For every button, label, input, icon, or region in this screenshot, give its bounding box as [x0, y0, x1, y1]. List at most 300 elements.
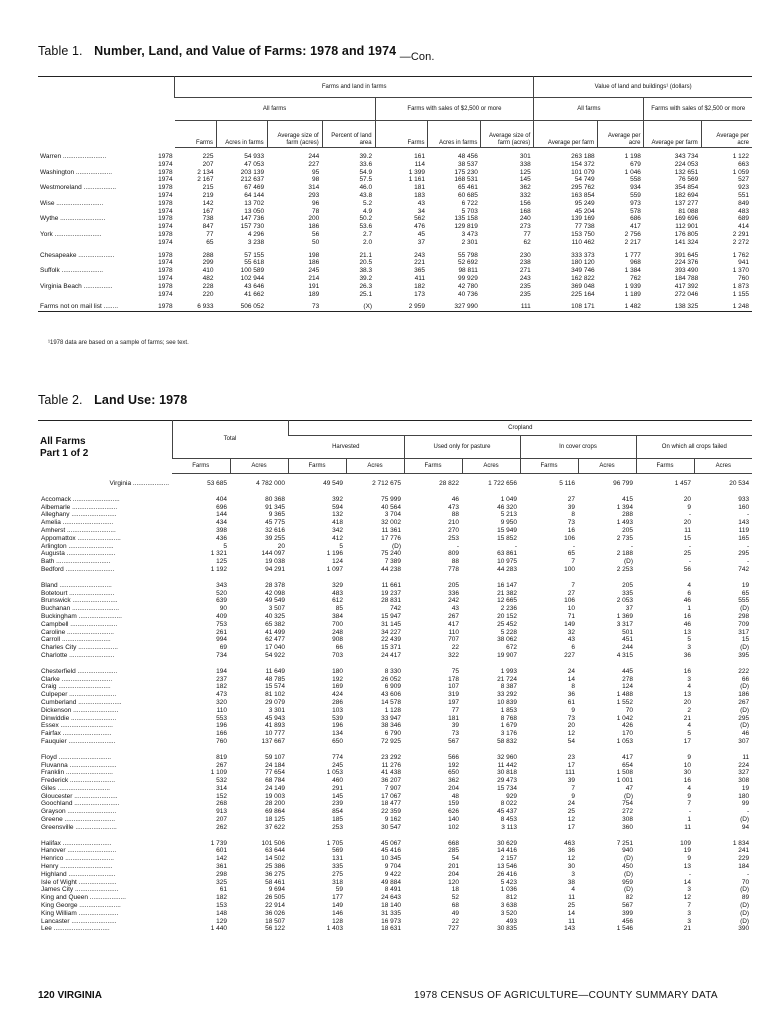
table2-cell: 65 382 [265, 620, 285, 628]
table2-cell: 343 [216, 581, 227, 589]
table2-cell: 239 [332, 800, 343, 808]
table2-row [38, 550, 752, 558]
table2-row-name: Fairfax ........................... [41, 730, 112, 738]
table1-group-land: Farms and land in farms [175, 77, 534, 98]
table2-cell: 612 [332, 597, 343, 605]
table1-cell: 98 [311, 176, 320, 184]
table1-cell: 3 473 [461, 230, 478, 238]
table2-cell: 152 [216, 792, 227, 800]
table1-row-year: 1974 [158, 191, 173, 199]
table2-cell: 445 [622, 667, 633, 675]
table2-row [38, 769, 752, 777]
table2-cell: 244 [622, 644, 633, 652]
table2-cell: 106 [564, 534, 575, 542]
table2-cell: 13 546 [497, 863, 517, 871]
table1-cell: 207 [202, 160, 214, 168]
table2-col-cover: In cover crops [520, 436, 636, 459]
table2-row-name: James City ........................ [41, 886, 119, 894]
table2-cell: 5 [687, 636, 691, 644]
table1-row [38, 223, 752, 231]
table2-row [38, 808, 752, 816]
table2-cell: 12 [567, 855, 575, 863]
table2-cell: 569 [332, 847, 343, 855]
table2-cell: 39 [567, 503, 575, 511]
table1-cell: 53.6 [359, 223, 373, 231]
table2-cell: 809 [448, 550, 459, 558]
table1-row-name [38, 208, 150, 216]
table2-cell: 107 [448, 683, 459, 691]
table2-cell: 1 [687, 605, 691, 613]
table2-row-name: Albemarle ......................... [41, 503, 118, 511]
table2-cell: 1 546 [616, 925, 633, 933]
table1-row-year: 1978 [158, 168, 173, 176]
table1-row-year: 1978 [158, 282, 173, 290]
table1-row [38, 252, 752, 260]
table2-cell: 2 236 [500, 605, 517, 613]
table2-cell: 553 [216, 714, 227, 722]
table2-cell: 4 [687, 784, 691, 792]
table2-cell: 30 [567, 863, 575, 871]
table2-cell: 2 [687, 706, 691, 714]
table1-cell: 299 [202, 259, 214, 267]
table2-row [38, 590, 752, 598]
table2-cell: 37 622 [265, 823, 285, 831]
table1-cell: 47 053 [244, 160, 265, 168]
table2-cell: 16 [683, 777, 691, 785]
table2-row [38, 566, 752, 574]
table2-cell: 812 [506, 894, 517, 902]
table2-cell: 182 [216, 683, 227, 691]
table2-cell: 532 [216, 777, 227, 785]
table2-cell: 760 [216, 737, 227, 745]
table2-cell: 25 [567, 902, 575, 910]
table1-cell: 393 490 [674, 267, 699, 275]
table1-cell: 1 059 [732, 168, 749, 176]
table2-cell: 601 [216, 847, 227, 855]
table2-row-name: Bath .............................. [41, 558, 111, 566]
table1-row-year: 1974 [158, 176, 173, 184]
table1-cell: 191 [308, 282, 320, 290]
table2-cell: 77 654 [265, 769, 285, 777]
table2-row-name: Halifax ........................... [41, 839, 112, 847]
table2-cell: 10 [683, 761, 691, 769]
table2-cell: 45 437 [497, 808, 517, 816]
table2-row [38, 777, 752, 785]
table2-cell: 41 893 [265, 722, 285, 730]
table2-cell: 205 [622, 581, 633, 589]
table2-cell: 45 943 [265, 714, 285, 722]
table1-cell: 99 929 [457, 274, 478, 282]
table2-row-name: Lee ............................... [41, 925, 110, 933]
table2-cell: 75 [451, 667, 459, 675]
table2-row-name: Accomack .......................... [41, 495, 120, 503]
table2-cell: 21 724 [497, 675, 517, 683]
table2-cell: 56 122 [265, 925, 285, 933]
table2-cell: (D) [740, 605, 750, 613]
table1-cell: (X) [363, 303, 373, 311]
table2-row [38, 840, 752, 848]
table2-cell: 450 [622, 863, 633, 871]
table2-cell: 253 [448, 534, 459, 542]
table2-cell: 12 [567, 730, 575, 738]
table2-cell: 11 [684, 823, 691, 831]
table2-sub-header: Farms [404, 459, 462, 474]
table2-cell: 3 704 [384, 511, 401, 519]
table2-col-harvested: Harvested [288, 436, 404, 459]
table2-sub-header: Farms [288, 459, 346, 474]
table2-sub-header: Acres [578, 459, 636, 474]
table1-sub-value-sales: Farms with sales of $2,500 or more [644, 98, 752, 121]
table2-cell: 96 799 [613, 480, 633, 487]
table1-cell: 1 482 [624, 303, 641, 311]
table1-cell: 4.9 [363, 207, 373, 215]
table2-cell: 27 [567, 589, 575, 597]
table2-row [38, 800, 752, 808]
table2-row [38, 676, 752, 684]
table1-cell: 5.2 [363, 199, 373, 207]
table2-cell: 1 488 [616, 691, 633, 699]
table1-cell: 175 230 [454, 168, 478, 176]
table2-cell: (D) [391, 542, 401, 550]
table2-cell: 88 [451, 558, 459, 566]
table2-cell: - [572, 542, 575, 550]
table2-cell: 9 [687, 753, 691, 761]
table2-cell: 493 [506, 917, 517, 925]
table2-cell: 11 649 [265, 667, 285, 675]
table2-cell: 483 [332, 589, 343, 597]
table2-cell: 754 [622, 800, 633, 808]
table2-cell: 7 [571, 581, 575, 589]
table2-cell: 20 [683, 698, 691, 706]
table2-cell: 384 [332, 612, 343, 620]
table1-cell: 578 [630, 207, 641, 215]
table2-cell: 32 [567, 628, 575, 636]
table2-cell: 18 507 [265, 917, 285, 925]
table2-cell: 5 [223, 542, 227, 550]
table1-title [38, 44, 435, 63]
table2-cell: 61 [567, 698, 575, 706]
table2-row-name: Bland ............................. [41, 581, 112, 589]
table2-cell: 125 [216, 558, 227, 566]
table2-cell: 111 [565, 769, 575, 777]
table1-cell: 168 [519, 207, 531, 215]
table2-cell: 180 [738, 792, 750, 800]
table1-footnote: ¹1978 data are based on a sample of farms; see text. [48, 340, 189, 346]
table2-cell: 4 [687, 722, 691, 730]
table2-cell: 15 949 [497, 526, 517, 534]
table2-cell: 3 638 [500, 902, 517, 910]
table2-cell: 456 [622, 917, 633, 925]
table2-row [38, 762, 752, 770]
table2-cell: 45 416 [381, 847, 401, 855]
table2-cell: 336 [448, 589, 459, 597]
table2-cell: (D) [740, 886, 750, 894]
table2-cell: 940 [622, 847, 633, 855]
table2-row-name: Greene ............................ [41, 816, 116, 824]
table2-cell: - [746, 542, 750, 550]
table2-row [38, 816, 752, 824]
table2-cell: 36 026 [265, 909, 285, 917]
table2-cell: 434 [216, 519, 227, 527]
table1-cell: 272 046 [674, 290, 699, 298]
table2-cell: 159 [448, 800, 459, 808]
table1-row [38, 291, 752, 299]
table2-cell: (D) [740, 816, 750, 824]
table2-cell: 1 552 [616, 698, 633, 706]
table2-row [38, 496, 752, 504]
table2-cell: 8 330 [384, 667, 401, 675]
table2-row [38, 527, 752, 535]
table2-cell: 929 [506, 792, 517, 800]
table1-row-year: 1974 [158, 274, 173, 282]
table2-cell: 3 113 [501, 823, 517, 831]
table2-cell: 335 [622, 589, 633, 597]
table2-cell: 668 [448, 839, 459, 847]
table2-cell: 1 993 [500, 667, 517, 675]
table2-cell: (D) [740, 917, 750, 925]
table1-cell: 2 959 [408, 303, 425, 311]
table1-cell: 13 702 [244, 199, 265, 207]
table1-group-value: Value of land and buildings¹ (dollars) [534, 77, 752, 98]
table1-row-year: 1978 [158, 251, 173, 259]
table2-cell: 908 [332, 636, 343, 644]
table2-cell: 1 109 [210, 769, 227, 777]
table2-cell: 261 [216, 628, 227, 636]
table2-row [38, 597, 752, 605]
table2-cell: 8 387 [500, 683, 517, 691]
table2-cell: 2 712 675 [372, 480, 401, 487]
table2-cell: 241 [738, 847, 750, 855]
table2-cell: 54 922 [265, 651, 285, 659]
table1-row [38, 169, 752, 177]
table2-row [38, 785, 752, 793]
table2-cell: 11 276 [381, 761, 401, 769]
table2-row-name: King and Queen .................... [41, 894, 126, 902]
table1-cell: 244 [308, 153, 320, 160]
table2-row [38, 707, 752, 715]
table2-cell: 62 477 [265, 636, 285, 644]
table2-cell: 237 [216, 675, 227, 683]
table2-cell: 727 [448, 925, 459, 933]
table2-cell: 742 [390, 605, 401, 613]
table2-cell: 3 [687, 886, 691, 894]
table2-cell: 6 790 [384, 730, 401, 738]
table1-cell: 48 456 [457, 153, 478, 160]
table2-cell: 186 [738, 691, 750, 699]
table1-cell: 62 [523, 238, 531, 246]
table2-cell: 22 359 [381, 808, 401, 816]
table1-stub-header [38, 77, 175, 148]
table2-row-name: Highland .......................... [41, 870, 116, 878]
table2-cell: 16 [567, 526, 575, 534]
table2-cell: 73 [567, 519, 575, 527]
table2-row-name: Henry ............................. [41, 863, 113, 871]
table2-row [38, 543, 752, 551]
table2-cell: 25 452 [497, 620, 517, 628]
table2-col-total: Total [172, 421, 288, 459]
table2-cell: 41 499 [265, 628, 285, 636]
table1-cell: 1 189 [624, 290, 641, 298]
table2-cell: - [456, 542, 459, 550]
table1-cell: 183 [414, 191, 425, 199]
table2-cell: 17 [567, 823, 575, 831]
table2-cell: 307 [738, 737, 750, 745]
table2-cell: 143 [564, 925, 575, 933]
table2-cell: 994 [216, 636, 227, 644]
table2-cell: 4 [687, 683, 691, 691]
table1-cell: 411 [414, 274, 425, 282]
table2-cell: 184 [738, 863, 750, 871]
table2-gap-cell [38, 660, 752, 668]
table2-cell: 77 [451, 706, 459, 714]
table1-column-header: Average per farm [534, 121, 598, 148]
table2-row [38, 902, 752, 910]
table2-cell: 196 [216, 722, 227, 730]
table2-cell: - [746, 870, 750, 878]
table2-cell: 29 079 [265, 698, 285, 706]
table2-cell: 59 107 [265, 753, 285, 761]
table1-cell: 37 [417, 238, 425, 246]
table1-cell: 762 [630, 274, 641, 282]
table2-cell: 1 128 [384, 706, 401, 714]
table1-cell: 362 [519, 184, 531, 192]
table2-cell: 24 643 [381, 894, 401, 902]
table1-cell: 679 [630, 160, 641, 168]
table1-cell: 45 [417, 230, 425, 238]
table2-row [38, 582, 752, 590]
table2-cell: 1 001 [616, 777, 633, 785]
table2-cell: 436 [216, 534, 227, 542]
table1-row-name: Wythe ......................... [40, 215, 106, 223]
table1-row-name: Westmoreland .................. [40, 184, 117, 192]
table2-cell: 40 325 [265, 612, 285, 620]
table2-cell: 44 238 [381, 565, 401, 573]
table1-cell: 2.7 [363, 230, 373, 238]
table1-cell: 243 [519, 274, 531, 282]
table2-cell: 178 [448, 675, 459, 683]
table1-cell: 65 [206, 238, 214, 246]
table2-row-name: Brunswick ......................... [41, 597, 118, 605]
table1-cell: 293 [308, 191, 320, 199]
table1-cell: 114 [414, 160, 425, 168]
table1-cell: 42 780 [457, 282, 478, 290]
table2-all-farms: All Farms [40, 436, 86, 447]
table2-cell: 28 200 [265, 800, 285, 808]
table2-cell: 308 [738, 777, 750, 785]
table1-column-header: Acres in farms [216, 121, 267, 148]
table1-row [38, 200, 752, 208]
table1-cell: 108 171 [571, 303, 595, 311]
table1-cell: 77 [523, 230, 531, 238]
table2-cell: 124 [332, 558, 343, 566]
table2-cell: 10 [567, 605, 575, 613]
table2-cell: 36 [567, 847, 575, 855]
table2-title-main: Land Use: 1978 [94, 393, 188, 407]
table2-cell: 473 [448, 503, 459, 511]
table2-row [38, 629, 752, 637]
table2-cell: 18 477 [381, 800, 401, 808]
table2-cell: 567 [622, 902, 633, 910]
table2-cell: 8 491 [384, 886, 401, 894]
table2-cell: 46 [683, 620, 691, 628]
table1-row-year: 1978 [158, 230, 173, 238]
table2-cell: 38 [567, 878, 575, 886]
table1-cell: 6 722 [461, 199, 478, 207]
table2-cell: 707 [448, 636, 459, 644]
table2-cell: 5 [339, 542, 343, 550]
table1-cell: 39.2 [359, 274, 373, 282]
table1-cell: 163 854 [571, 191, 595, 199]
table2-cell: 20 [683, 495, 691, 503]
table2-cell: (D) [740, 683, 750, 691]
table2-cell: 46 [683, 597, 691, 605]
table2-group-gap [38, 746, 752, 754]
table2-row-name: Botetourt ......................... [41, 589, 115, 597]
table2-cell: 18 [451, 886, 459, 894]
table2-cell: 45 067 [381, 839, 401, 847]
table2-cell: 39 [451, 722, 459, 730]
table1-cell: 161 [414, 153, 425, 160]
table2-cell: 45 775 [265, 519, 285, 527]
table2-cell: 272 [622, 808, 633, 816]
table2-cell: 43 [567, 636, 575, 644]
table1-cell: 923 [738, 184, 749, 192]
table2-cell: 329 [332, 581, 343, 589]
table2-cell: 2 157 [500, 855, 517, 863]
table2-cell: 72 925 [381, 737, 401, 745]
table1-cell: 33.6 [359, 160, 373, 168]
table2-cell: 520 [216, 589, 227, 597]
table1-cell: 214 [308, 274, 320, 282]
table1-row-name: Washington .................... [40, 168, 113, 176]
table2-cell: 409 [216, 612, 227, 620]
table2-cell: 753 [216, 620, 227, 628]
table2-cell: 16 147 [497, 581, 517, 589]
table2-cell: 295 [738, 714, 750, 722]
table2-cell: 16 [683, 667, 691, 675]
table2-cell: 2 188 [616, 550, 633, 558]
table1-cell: 153 750 [571, 230, 595, 238]
table2-row-name: Giles ............................. [41, 784, 110, 792]
table2-group-cropland: Cropland [288, 421, 752, 436]
table1-row-year: 1978 [158, 303, 173, 311]
table2-cell: 6 [571, 644, 575, 652]
table2-cell: 5 228 [500, 628, 517, 636]
table1-cell: 137 277 [674, 199, 699, 207]
table2-cell: 210 [448, 519, 459, 527]
table2-cell: 3 301 [268, 706, 285, 714]
table1-row [38, 208, 752, 216]
table2-cell: 270 [448, 526, 459, 534]
table1-row-name: Chesapeake .................... [40, 251, 115, 259]
table2-cell: - [688, 808, 691, 816]
table1-cell: 225 [202, 153, 214, 160]
table2-cell: 9 694 [268, 886, 285, 894]
table1-row-year: 1978 [158, 153, 173, 160]
table2-cell: 14 578 [381, 698, 401, 706]
table2-cell: 9 [571, 706, 575, 714]
table2-cell: 26 416 [497, 870, 517, 878]
table2-cell: 594 [332, 503, 343, 511]
table2-cell: 81 102 [265, 691, 285, 699]
table1-cell: 333 373 [571, 251, 595, 259]
table1-cell: 60 685 [457, 191, 478, 199]
table1-cell: 43.8 [359, 191, 373, 199]
table2-cell: 140 [448, 816, 459, 824]
table2-cell: 362 [448, 777, 459, 785]
table2-cell: 672 [506, 644, 517, 652]
table2-cell: 5 116 [559, 480, 575, 487]
